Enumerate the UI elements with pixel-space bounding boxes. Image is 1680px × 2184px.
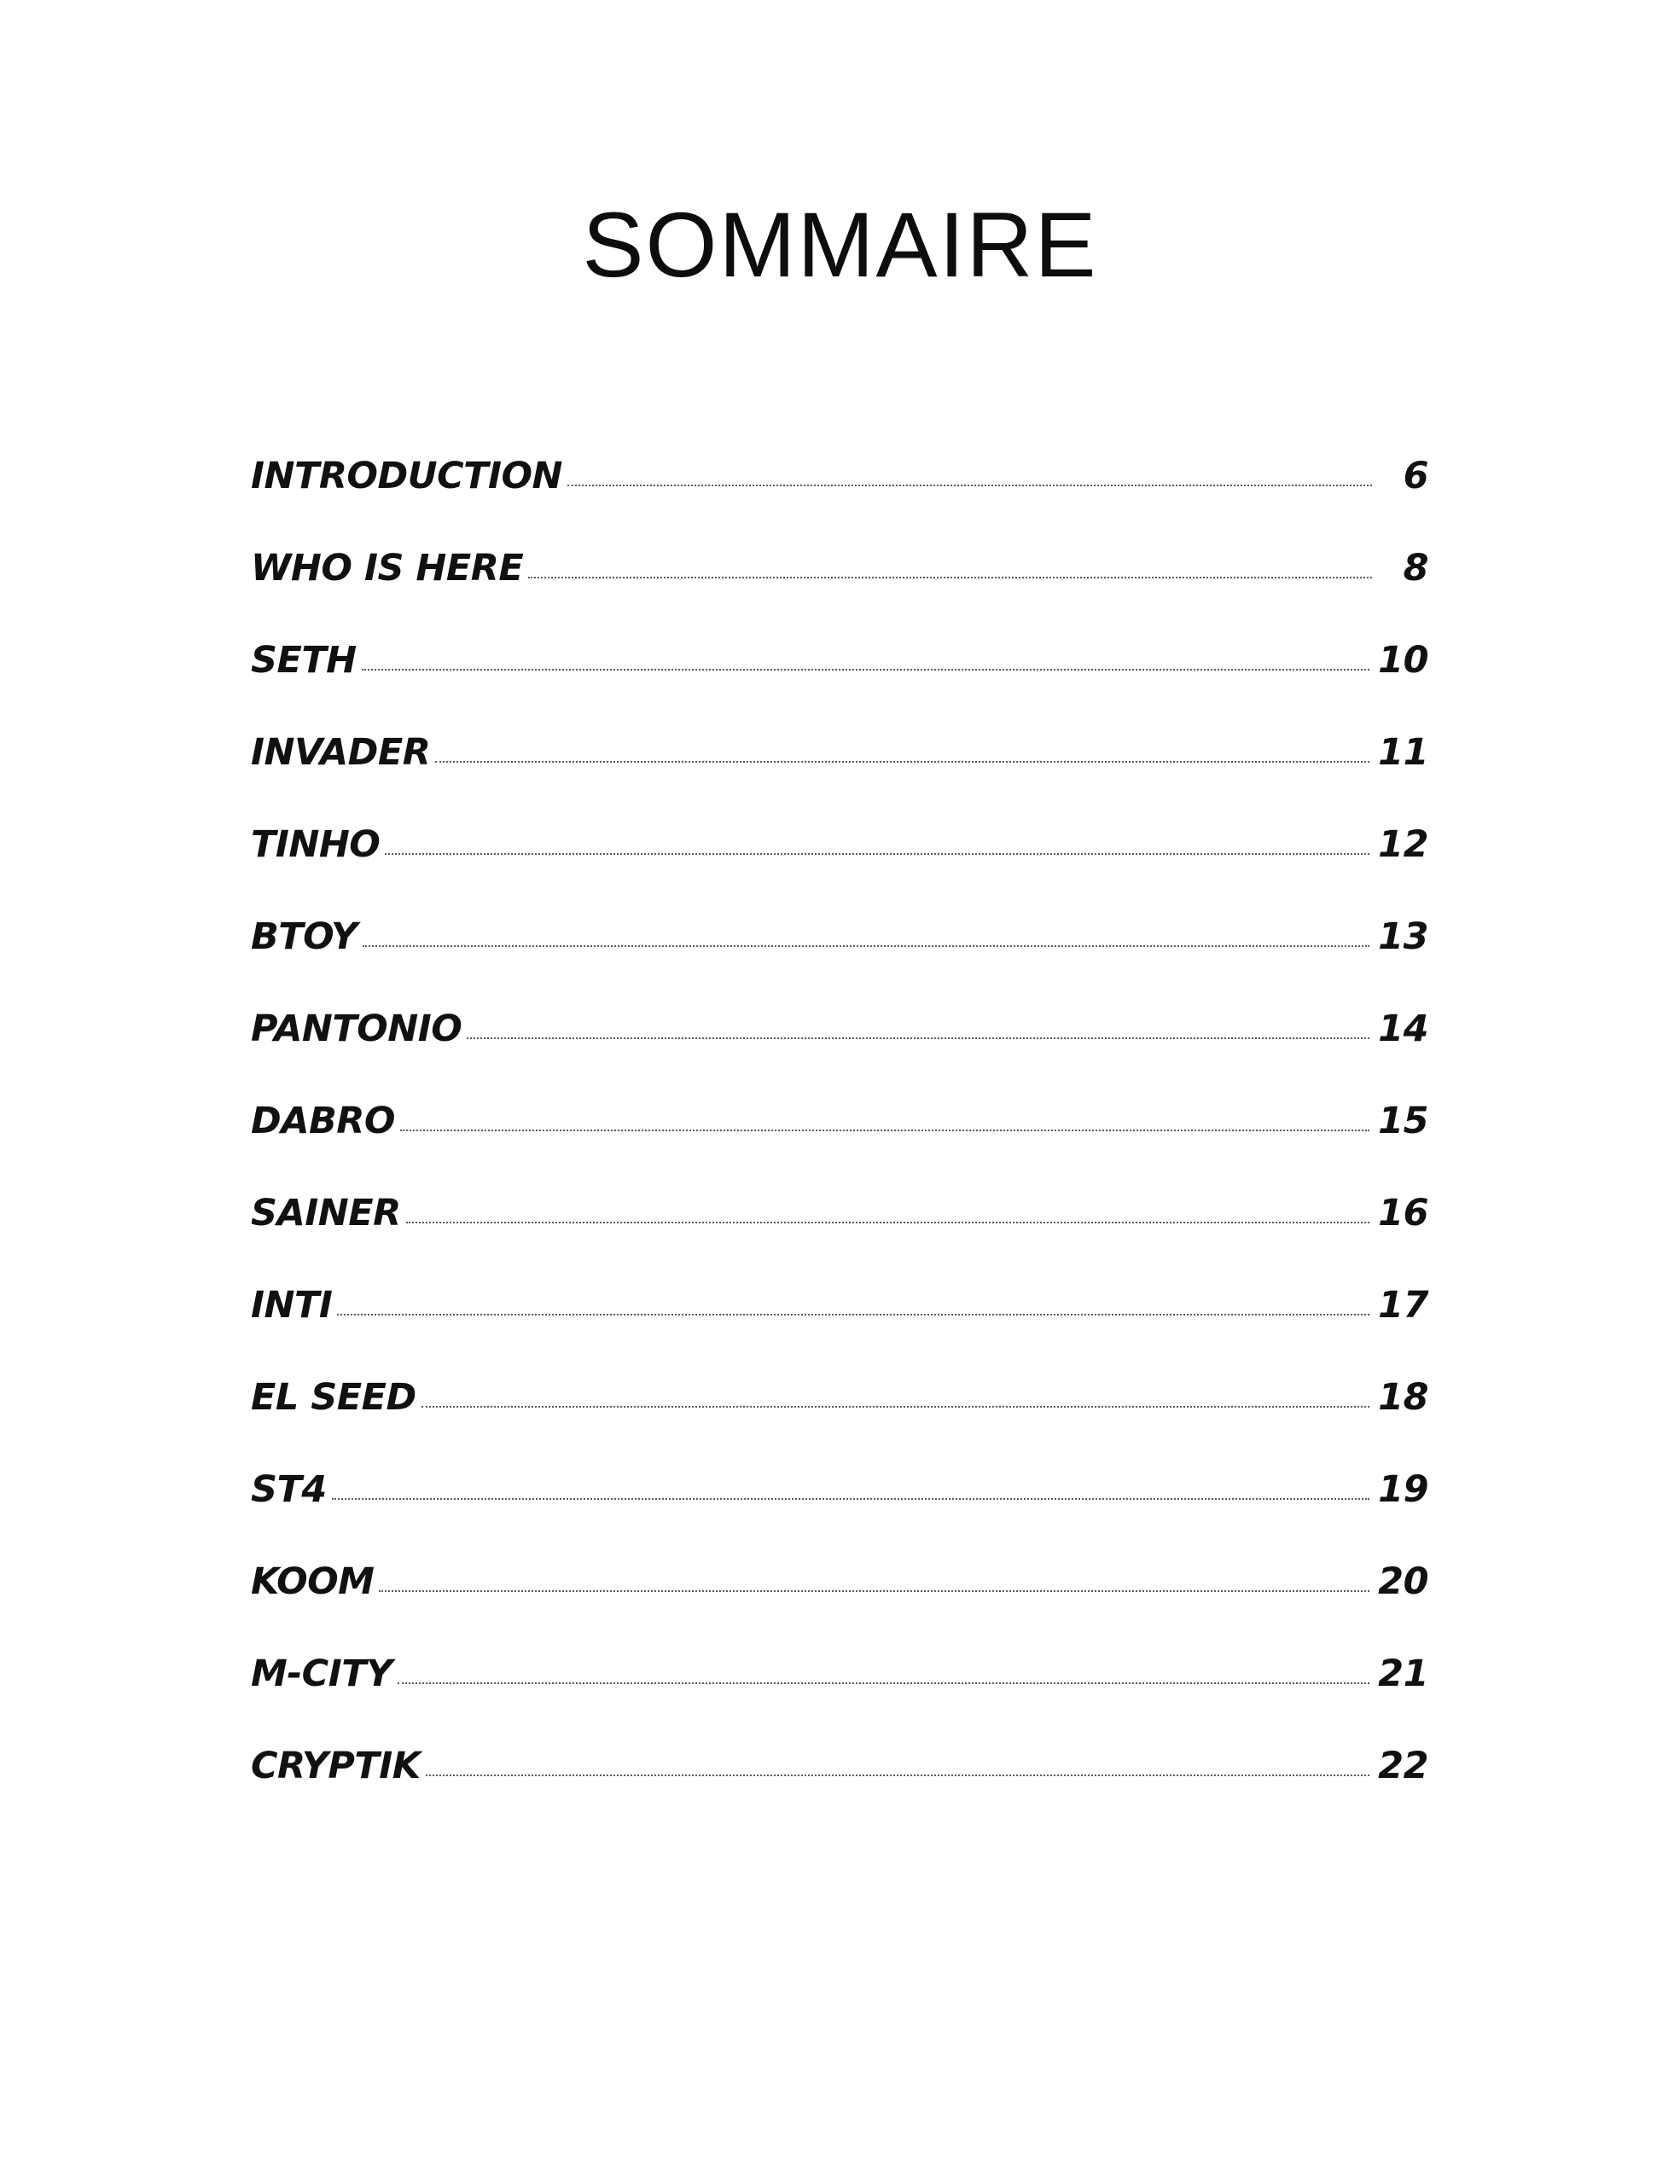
dot-leader (379, 1590, 1369, 1592)
toc-entry-label: SETH (251, 639, 357, 682)
toc-entry-sainer[interactable] (251, 1181, 1428, 1273)
dot-leader (332, 1498, 1369, 1500)
toc-entry-st4[interactable] (251, 1457, 1428, 1549)
dot-leader (435, 761, 1369, 763)
dot-leader (528, 577, 1372, 578)
dot-leader (385, 853, 1369, 855)
page-title: SOMMAIRE (582, 193, 1098, 297)
toc-entry-koom[interactable] (251, 1549, 1428, 1641)
toc-entry-page-number: 16 (1378, 1192, 1428, 1234)
toc-entry-page-number: 14 (1378, 1008, 1428, 1050)
toc-entry-tinho[interactable] (251, 812, 1428, 904)
dot-leader (398, 1682, 1369, 1684)
toc-entry-page-number: 17 (1378, 1284, 1428, 1327)
toc-entry-label: TINHO (251, 823, 381, 866)
dot-leader (426, 1774, 1370, 1776)
toc-entry-dabro[interactable] (251, 1089, 1428, 1181)
dot-leader (467, 1037, 1369, 1039)
toc-entry-introduction[interactable] (251, 444, 1428, 536)
toc-entry-page-number: 12 (1378, 823, 1428, 866)
toc-entry-label: M-CITY (251, 1653, 392, 1695)
dot-leader (567, 485, 1372, 486)
dot-leader (400, 1130, 1369, 1131)
toc-entry-cryptik[interactable] (251, 1734, 1428, 1826)
dot-leader (362, 669, 1369, 671)
toc-entry-page-number: 13 (1378, 915, 1428, 958)
toc-entry-page-number: 8 (1403, 547, 1428, 590)
toc-entry-m-city[interactable] (251, 1641, 1428, 1734)
toc-entry-page-number: 19 (1378, 1468, 1428, 1511)
toc-entry-label: INVADER (251, 731, 431, 774)
dot-leader (337, 1314, 1369, 1316)
dot-leader (421, 1406, 1370, 1408)
toc-entry-el-seed[interactable] (251, 1365, 1428, 1457)
toc-entry-seth[interactable] (251, 628, 1428, 720)
toc-entry-page-number: 22 (1378, 1745, 1428, 1787)
toc-entry-label: BTOY (251, 915, 358, 958)
toc-entry-page-number: 15 (1378, 1100, 1428, 1142)
toc-entry-page-number: 21 (1378, 1653, 1428, 1695)
toc-entry-pantonio[interactable] (251, 996, 1428, 1089)
toc-entry-label: PANTONIO (251, 1008, 462, 1050)
toc-entry-label: INTI (251, 1284, 333, 1327)
toc-entry-btoy[interactable] (251, 904, 1428, 996)
toc-entry-label: WHO IS HERE (251, 547, 524, 590)
toc-entry-label: KOOM (251, 1560, 375, 1603)
toc-entry-page-number: 18 (1378, 1376, 1428, 1419)
toc-entry-label: CRYPTIK (251, 1745, 421, 1787)
toc-entry-page-number: 6 (1403, 455, 1428, 497)
toc-entry-inti[interactable] (251, 1273, 1428, 1365)
toc-entry-label: INTRODUCTION (251, 455, 563, 497)
table-of-contents (251, 444, 1428, 1826)
toc-entry-invader[interactable] (251, 720, 1428, 812)
toc-entry-label: ST4 (251, 1468, 327, 1511)
toc-entry-label: DABRO (251, 1100, 395, 1142)
toc-entry-page-number: 10 (1378, 639, 1428, 682)
dot-leader (406, 1222, 1369, 1223)
toc-entry-label: SAINER (251, 1192, 401, 1234)
toc-entry-page-number: 20 (1378, 1560, 1428, 1603)
toc-entry-page-number: 11 (1378, 731, 1428, 774)
dot-leader (363, 945, 1369, 947)
toc-entry-label: EL SEED (251, 1376, 416, 1419)
toc-entry-who-is-here[interactable] (251, 536, 1428, 628)
